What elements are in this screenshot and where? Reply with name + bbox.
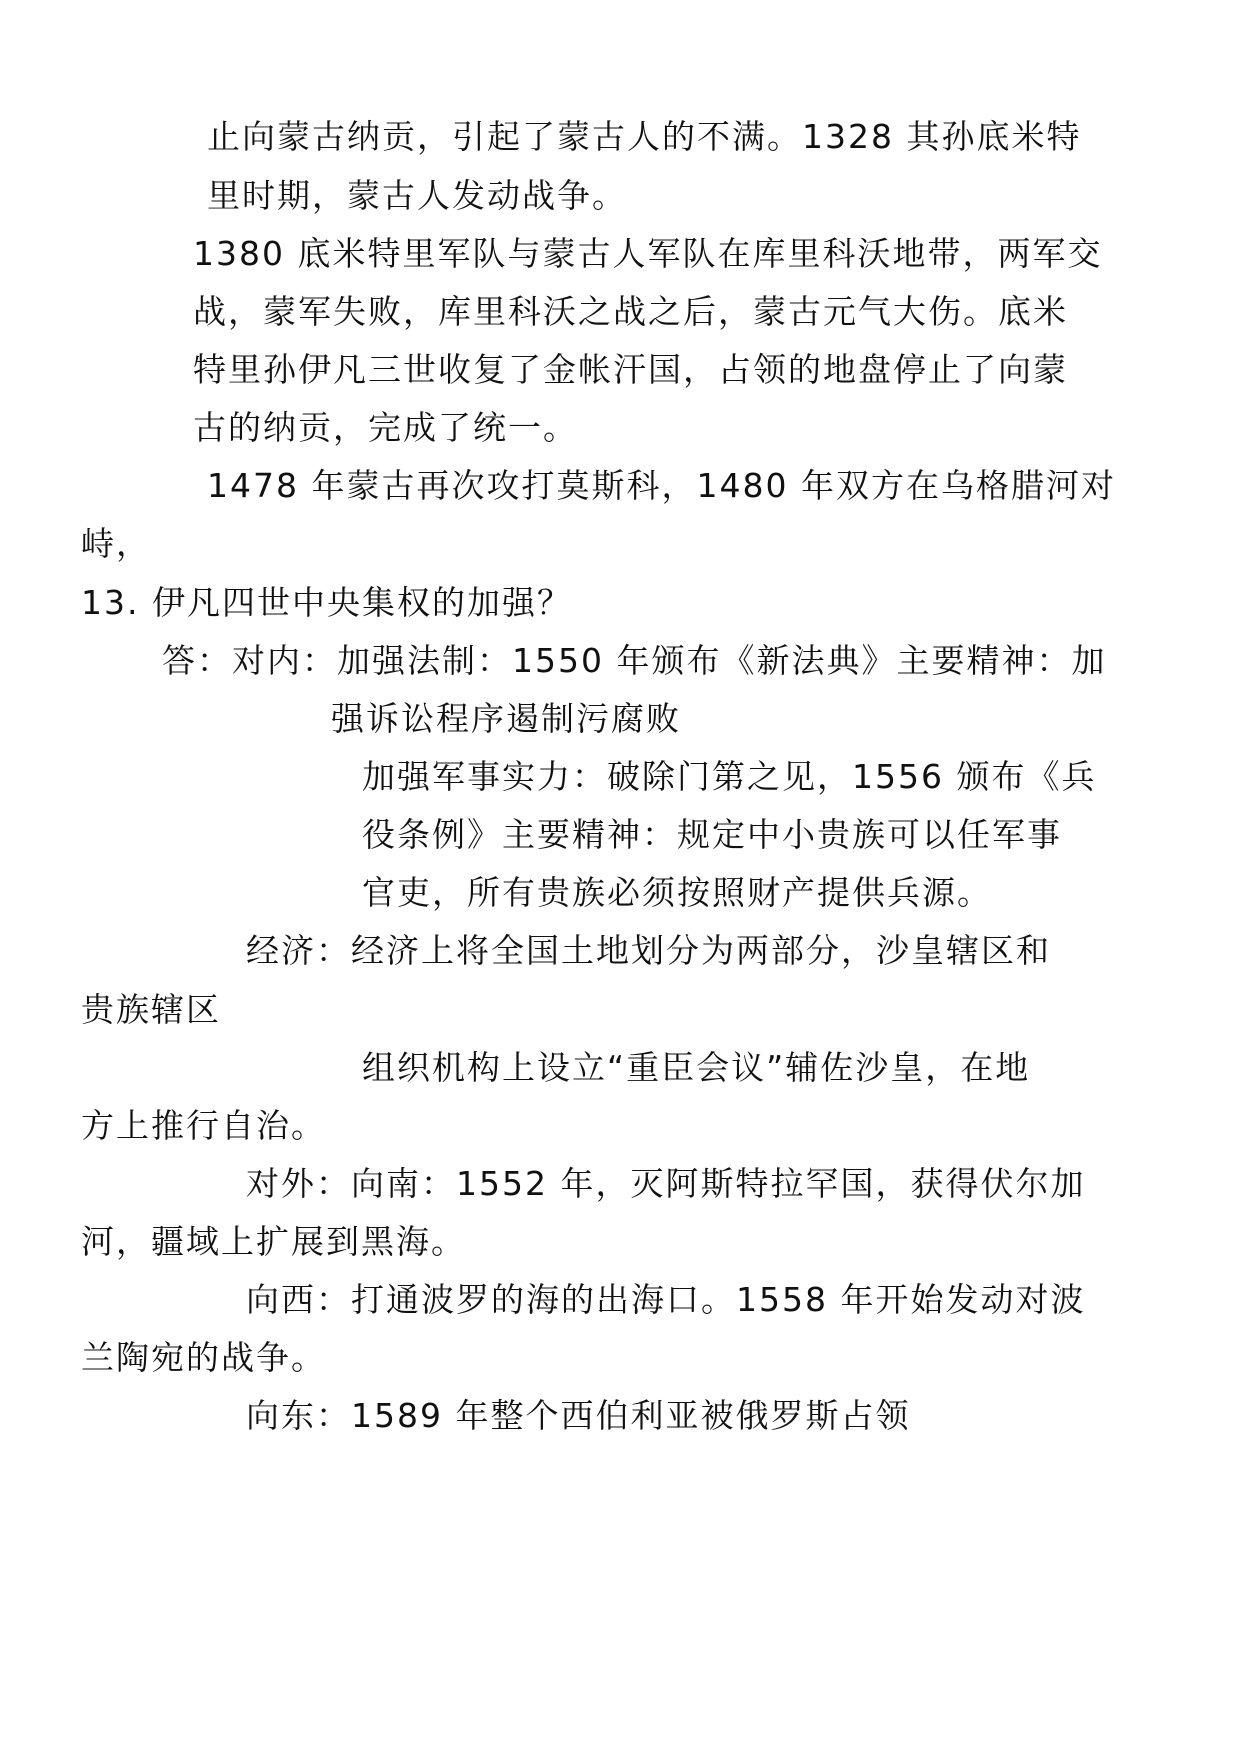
text-line: 峙， bbox=[81, 524, 151, 563]
text-line: 兰陶宛的战争。 bbox=[81, 1338, 326, 1377]
text-line: 对外：向南：1552 年，灭阿斯特拉罕国，获得伏尔加 bbox=[246, 1164, 1086, 1203]
text-line: 役条例》主要精神：规定中小贵族可以任军事 bbox=[362, 815, 1062, 854]
text-line: 特里孙伊凡三世收复了金帐汗国，占领的地盘停止了向蒙 bbox=[193, 350, 1068, 389]
text-line: 组织机构上设立“重臣会议”辅佐沙皇，在地 bbox=[362, 1048, 1031, 1087]
text-line: 经济：经济上将全国土地划分为两部分，沙皇辖区和 bbox=[246, 931, 1051, 970]
text-line: 官吏，所有贵族必须按照财产提供兵源。 bbox=[362, 873, 992, 912]
text-line: 战，蒙军失败，库里科沃之战之后，蒙古元气大伤。底米 bbox=[193, 292, 1068, 331]
text-line: 答：对内：加强法制：1550 年颁布《新法典》主要精神：加 bbox=[162, 641, 1107, 680]
text-line: 加强军事实力：破除门第之见，1556 颁布《兵 bbox=[362, 757, 1097, 796]
text-line: 向东：1589 年整个西伯利亚被俄罗斯占领 bbox=[246, 1396, 911, 1435]
text-line: 河，疆域上扩展到黑海。 bbox=[81, 1222, 466, 1261]
text-line: 方上推行自治。 bbox=[81, 1106, 326, 1145]
text-line: 向西：打通波罗的海的出海口。1558 年开始发动对波 bbox=[246, 1280, 1086, 1319]
text-line: 贵族辖区 bbox=[81, 990, 221, 1029]
text-line: 古的纳贡，完成了统一。 bbox=[193, 408, 578, 447]
text-line: 强诉讼程序遏制污腐败 bbox=[331, 699, 681, 738]
text-line: 止向蒙古纳贡，引起了蒙古人的不满。1328 其孙底米特 bbox=[207, 117, 1082, 156]
section-heading: 13. 伊凡四世中央集权的加强？ bbox=[81, 583, 572, 622]
text-line: 里时期，蒙古人发动战争。 bbox=[207, 176, 627, 215]
text-line: 1478 年蒙古再次攻打莫斯科，1480 年双方在乌格腊河对 bbox=[207, 466, 1116, 505]
text-line: 1380 底米特里军队与蒙古人军队在库里科沃地带，两军交 bbox=[193, 234, 1103, 273]
